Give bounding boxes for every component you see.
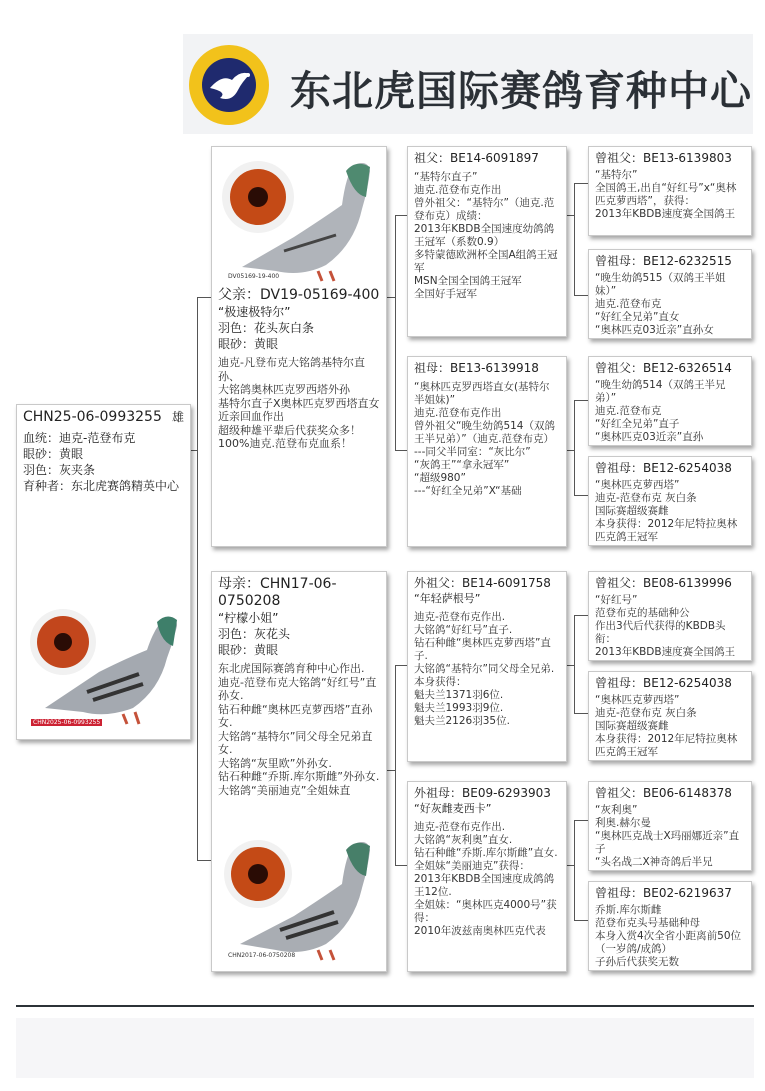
mgs-name: “年轻萨根号” — [414, 592, 481, 605]
pgs-line: 迪克.范登布克作出 — [414, 184, 502, 196]
ggp-line: “好红全兄弟”直子 — [595, 418, 680, 430]
dam-name: “柠檬小姐” — [218, 611, 279, 625]
mgs-line: 迪克-范登布克作出. — [414, 611, 506, 623]
pgd-line: “超级980” — [414, 472, 466, 484]
great-grandparent-card — [588, 249, 752, 339]
ggp-title: 曾祖母：BE02-6219637 — [595, 886, 732, 900]
sire-photo-tag: DV05169-19-400 — [228, 273, 280, 280]
ggp-line: “晚生幼鸽515（双鸽王半姐妹）” — [595, 272, 726, 297]
ggp-line: 作出3代后代获得的KBDB头衔： — [595, 620, 726, 645]
pgd-title: 祖母：BE13-6139918 — [414, 361, 539, 375]
mgs-line: 大铭鸽“基特尔”同父母全兄弟. — [414, 663, 555, 675]
pgs-line: 2013年KBDB全国速度幼鸽鸽王冠军（系数0.9） — [414, 223, 555, 248]
mgd-name: “好灰雌麦西卡” — [414, 802, 492, 815]
pgs-line: “基特尔直子” — [414, 171, 478, 183]
ggp-title: 曾祖父：BE13-6139803 — [595, 151, 732, 165]
dam-photo-tag: CHN2017-06-0750208 — [228, 952, 296, 959]
ggp-title: 曾祖父：BE06-6148378 — [595, 786, 732, 800]
pgd-line: “奥林匹克罗西塔直女(基特尔半姐妹)” — [414, 381, 550, 406]
subject-line: 羽色：灰夹条 — [23, 463, 96, 477]
pgs-line: 曾外祖父：“基特尔”（迪克.范登布克）成绩： — [414, 197, 555, 222]
sire-desc: 迪克-凡登布克大铭鸽基特尔直孙、 — [218, 356, 365, 383]
subject-photo-tag: CHN2025-06-0993255 — [33, 719, 101, 726]
mgd-line: 大铭鸽“灰利奥”直女. — [414, 834, 513, 846]
sire-name: “极速极特尔” — [218, 305, 291, 319]
ggp-line: “奥林匹克萝西塔” — [595, 694, 680, 706]
subject-ring: CHN25-06-0993255 — [23, 409, 162, 425]
ggp-title: 曾祖母：BE12-6254038 — [595, 461, 732, 475]
great-grandparent-card — [588, 671, 752, 761]
mgs-line: 本身获得： — [414, 676, 467, 688]
brand-title: 东北虎国际赛鸽育种中心 — [290, 67, 752, 115]
ggp-title: 曾祖母：BE12-6232515 — [595, 254, 732, 268]
ggp-line: 范登布克的基础种公 — [595, 607, 690, 619]
ggp-line: 迪克.范登布克 — [595, 298, 662, 310]
ggp-line: 2013年KBDB速度赛全国鸽王 — [595, 208, 736, 220]
great-grandparent-card — [588, 881, 752, 971]
great-grandparent-card — [588, 571, 752, 661]
pgd-line: 曾外祖父“晚生幼鸽514（双鸽王半兄弟）”（迪克.范登布克） — [414, 420, 555, 445]
mgs-line: 魁夫兰1371羽6位. — [414, 689, 504, 701]
ggp-line: 2013年KBDB速度赛全国鸽王 — [595, 646, 736, 658]
mgd-title: 外祖母：BE09-6293903 — [414, 786, 551, 800]
mgs-line: 钻石种雌“奥林匹克萝西塔”直子. — [414, 637, 551, 662]
grandparent-card-mgs — [407, 571, 567, 762]
ggp-line: “奥林匹克03近亲”直孙女 — [595, 324, 714, 336]
great-grandparent-card — [588, 356, 752, 446]
subject-line: 血统：迪克-范登布克 — [23, 431, 136, 445]
subject-pigeon-photo — [27, 600, 187, 730]
great-grandparent-card — [588, 781, 752, 871]
ggp-line: “奥林匹克03近亲”直孙 — [595, 431, 704, 443]
dam-card — [211, 571, 387, 972]
ggp-line: “晚生幼鸽514（双鸽王半兄弟）” — [595, 379, 726, 404]
mgs-line: 魁夫兰2126羽35位. — [414, 715, 510, 727]
pgs-line: MSN全国全国鸽王冠军 — [414, 275, 522, 287]
mgd-line: 2013年KBDB全国速度成鸽鸽王12位. — [414, 873, 555, 898]
footer-divider — [16, 1005, 754, 1007]
pgd-line: ---同父半同室：“灰比尔” — [414, 446, 531, 458]
grandparent-card-mgd — [407, 781, 567, 972]
mgs-line: 大铭鸽“好红号”直子. — [414, 624, 513, 636]
ggp-line: 全国鸽王,出自“好红号”x“奥林匹克萝西塔”，获得： — [595, 182, 737, 207]
grandparent-card-pgs — [407, 146, 567, 337]
sire-line: 眼砂：黄眼 — [218, 337, 279, 351]
subject-line: 育种者：东北虎赛鸽精英中心 — [23, 479, 180, 493]
dam-desc: 东北虎国际赛鸽育种中心作出. — [218, 662, 365, 675]
ggp-line: “灰利奥” — [595, 804, 638, 816]
ggp-line: 范登布克头号基础种母 — [595, 917, 700, 929]
ggp-line: “奥林匹克战士X玛丽娜近亲”直子 — [595, 830, 740, 855]
grandparent-card-pgd — [407, 356, 567, 547]
ggp-line: 子孙后代获奖无数 — [595, 956, 679, 968]
sire-title: 父亲：DV19-05169-400 — [218, 287, 380, 303]
subject-ring-row — [23, 409, 184, 426]
ggp-title: 曾祖父：BE08-6139996 — [595, 576, 732, 590]
ggp-line: 乔斯.库尔斯雌 — [595, 904, 662, 916]
dam-desc: 大铭鸽“美丽迪克”全姐妹直 — [218, 783, 351, 797]
sire-card — [211, 146, 387, 547]
pgd-line: “灰鸽王”“拿永冠军” — [414, 459, 510, 471]
mgd-line: 钻石种雌“乔斯.库尔斯雌”直女. — [414, 847, 558, 859]
dam-line: 羽色：灰花头 — [218, 627, 291, 641]
ggp-line: 本身获得：2012年尼特拉奥林匹克鸽王冠军 — [595, 518, 738, 543]
ggp-line: “奥林匹克萝西塔” — [595, 479, 680, 491]
mgd-line: 全姐妹：“奥林匹克4000号”获得： — [414, 899, 557, 924]
ggp-line: 迪克.范登布克 — [595, 405, 662, 417]
ggp-line: 本身获得：2012年尼特拉奥林匹克鸽王冠军 — [595, 733, 738, 758]
ggp-line: 迪克-范登布克 灰白条 — [595, 492, 697, 504]
great-grandparent-card — [588, 456, 752, 546]
pgd-line: ---“好红全兄弟”X“基础 — [414, 485, 522, 497]
ggp-line: 国际赛超级赛雌 — [595, 720, 669, 732]
mgd-line: 全姐妹“美丽迪克”获得： — [414, 860, 530, 872]
ggp-line: 本身入赏4次全省小距离前50位（一岁鸽/成鸽） — [595, 930, 742, 955]
dam-pigeon-photo — [218, 834, 382, 964]
dam-desc: 大铭鸽“基特尔”同父母全兄弟直女. — [218, 729, 373, 756]
ggp-line: “头名战二X神奇鸽后半兄 — [595, 856, 713, 868]
ggp-line: 利奥.赫尔曼 — [595, 817, 651, 829]
mgd-line: 迪克-范登布克作出. — [414, 821, 506, 833]
mgd-line: 2010年波兹南奥林匹克代表 — [414, 925, 546, 937]
great-grandparent-card — [588, 146, 752, 236]
pigeon-logo-icon — [188, 44, 270, 126]
subject-card — [16, 404, 191, 740]
ggp-line: “好红号” — [595, 594, 638, 606]
sire-line: 羽色：花头灰白条 — [218, 321, 315, 335]
sire-desc: 超级种雄平辈后代获奖众多！ — [218, 423, 361, 437]
dam-desc: 大铭鸽“灰里欧”外孙女. — [218, 756, 332, 770]
dam-line: 眼砂：黄眼 — [218, 643, 279, 657]
sire-desc: 大铭鸽奥林匹克罗西塔外孙 — [218, 383, 350, 396]
dam-title: 母亲：CHN17-06-0750208 — [218, 576, 337, 609]
ggp-title: 曾祖父：BE12-6326514 — [595, 361, 732, 375]
footer-band — [16, 1018, 754, 1078]
pgd-line: 迪克.范登布克作出 — [414, 407, 502, 419]
pgs-line: 多特蒙德欧洲杯全国A组鸽王冠军 — [414, 249, 558, 274]
sire-pigeon-photo — [218, 153, 382, 283]
subject-line: 眼砂：黄眼 — [23, 447, 84, 461]
mgs-line: 魁夫兰1993羽9位. — [414, 702, 504, 714]
subject-sex: 雄 — [171, 410, 184, 424]
ggp-line: “基特尔” — [595, 169, 638, 181]
ggp-line: “好红全兄弟”直女 — [595, 311, 680, 323]
sire-desc: 基特尔直子X奥林匹克罗西塔直女近亲回血作出 — [218, 396, 380, 423]
dam-desc: 钻石种雌“乔斯.库尔斯雌”外孙女. — [218, 770, 380, 783]
ggp-line: 国际赛超级赛雌 — [595, 505, 669, 517]
pgs-title: 祖父：BE14-6091897 — [414, 151, 539, 165]
sire-desc: 100%迪克.范登布克血系！ — [218, 437, 352, 450]
dam-desc: 迪克-范登布克大铭鸽“好红号”直孙女. — [218, 675, 377, 702]
dam-desc: 钻石种雌“奥林匹克萝西塔”直孙女. — [218, 702, 373, 729]
ggp-line: 迪克-范登布克 灰白条 — [595, 707, 697, 719]
ggp-title: 曾祖母：BE12-6254038 — [595, 676, 732, 690]
pgs-line: 全国好手冠军 — [414, 288, 477, 300]
mgs-title: 外祖父：BE14-6091758 — [414, 576, 551, 590]
